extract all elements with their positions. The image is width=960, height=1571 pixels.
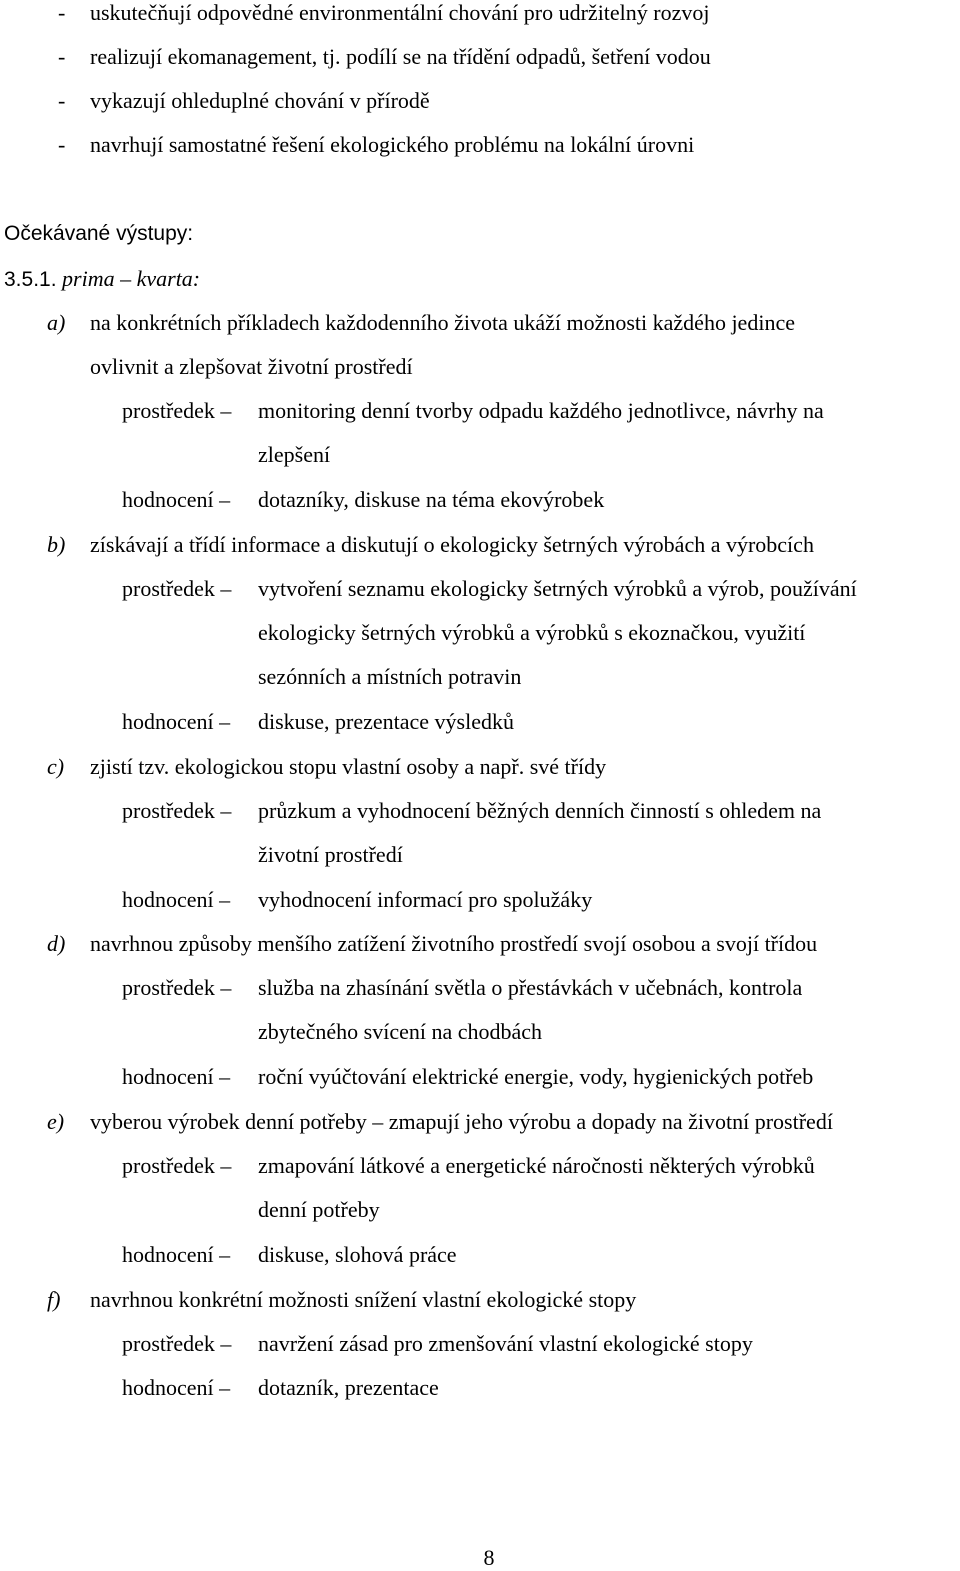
item-letter: d): [47, 931, 66, 956]
eval-text: vyhodnocení informací pro spolužáky: [258, 887, 593, 912]
means-text: vytvoření seznamu ekologicky šetrných výrobků a výrob, používání: [258, 576, 857, 601]
bullet-marker: -: [58, 44, 66, 69]
means-text: životní prostředí: [258, 842, 403, 867]
page-number: 8: [483, 1545, 495, 1570]
bullet-marker: -: [58, 132, 66, 157]
eval-text: dotazník, prezentace: [258, 1375, 439, 1400]
bullet-item: [0, 44, 960, 70]
item-letter: e): [47, 1109, 65, 1134]
eval-label: hodnocení –: [122, 1242, 231, 1267]
eval-label: hodnocení –: [122, 709, 231, 734]
item-text: ovlivnit a zlepšovat životní prostředí: [90, 354, 413, 379]
item-text: na konkrétních příkladech každodenního života ukáží možnosti každého jedince: [90, 310, 795, 335]
bullet-item: [0, 132, 960, 158]
means-label: prostředek –: [122, 798, 232, 823]
bullet-text: navrhují samostatné řešení ekologického problému na lokální úrovni: [90, 132, 695, 157]
item-letter: b): [47, 532, 66, 557]
bullet-item: [0, 0, 960, 26]
grade-heading: [4, 266, 200, 293]
item-letter: a): [47, 310, 66, 335]
item-text: navrhnou konkrétní možnosti snížení vlastní ekologické stopy: [90, 1287, 637, 1312]
bullet-item: [0, 88, 960, 114]
means-label: prostředek –: [122, 1331, 232, 1356]
eval-text: diskuse, slohová práce: [258, 1242, 457, 1267]
means-text: ekologicky šetrných výrobků a výrobků s ekoznačkou, využití: [258, 620, 806, 645]
means-label: prostředek –: [122, 576, 232, 601]
grade-number: 3.5.1.: [4, 268, 57, 291]
item-text: získávají a třídí informace a diskutují o ekologicky šetrných výrobách a výrobcích: [90, 532, 814, 557]
means-text: denní potřeby: [258, 1197, 380, 1222]
section-label: Očekávané výstupy:: [4, 222, 194, 245]
eval-text: dotazníky, diskuse na téma ekovýrobek: [258, 487, 605, 512]
means-text: zmapování látkové a energetické náročnosti některých výrobků: [258, 1153, 815, 1178]
eval-label: hodnocení –: [122, 1375, 231, 1400]
grade-range: prima – kvarta:: [62, 266, 201, 291]
eval-text: diskuse, prezentace výsledků: [258, 709, 514, 734]
eval-label: hodnocení –: [122, 1064, 231, 1089]
bullet-text: uskutečňují odpovědné environmentální chování pro udržitelný rozvoj: [90, 0, 710, 25]
eval-label: hodnocení –: [122, 887, 231, 912]
bullet-text: vykazují ohleduplné chování v přírodě: [90, 88, 430, 113]
means-text: služba na zhasínání světla o přestávkách v učebnách, kontrola: [258, 975, 803, 1000]
means-label: prostředek –: [122, 975, 232, 1000]
means-text: monitoring denní tvorby odpadu každého jednotlivce, návrhy na: [258, 398, 824, 423]
eval-text: roční vyúčtování elektrické energie, vody, hygienických potřeb: [258, 1064, 814, 1089]
item-letter: c): [47, 754, 65, 779]
item-text: zjistí tzv. ekologickou stopu vlastní osoby a např. své třídy: [90, 754, 607, 779]
means-text: zlepšení: [258, 442, 331, 467]
means-text: průzkum a vyhodnocení běžných denních činností s ohledem na: [258, 798, 822, 823]
item-letter: f): [47, 1287, 61, 1312]
bullet-text: realizují ekomanagement, tj. podílí se na třídění odpadů, šetření vodou: [90, 44, 711, 69]
item-text: vyberou výrobek denní potřeby – zmapují jeho výrobu a dopady na životní prostředí: [90, 1109, 833, 1134]
means-text: zbytečného svícení na chodbách: [258, 1019, 543, 1044]
item-text: navrhnou způsoby menšího zatížení životního prostředí svojí osobou a svojí třídou: [90, 931, 818, 956]
eval-label: hodnocení –: [122, 487, 231, 512]
means-label: prostředek –: [122, 1153, 232, 1178]
bullet-marker: -: [58, 0, 66, 25]
means-label: prostředek –: [122, 398, 232, 423]
means-text: sezónních a místních potravin: [258, 664, 522, 689]
means-text: navržení zásad pro zmenšování vlastní ekologické stopy: [258, 1331, 753, 1356]
bullet-marker: -: [58, 88, 66, 113]
